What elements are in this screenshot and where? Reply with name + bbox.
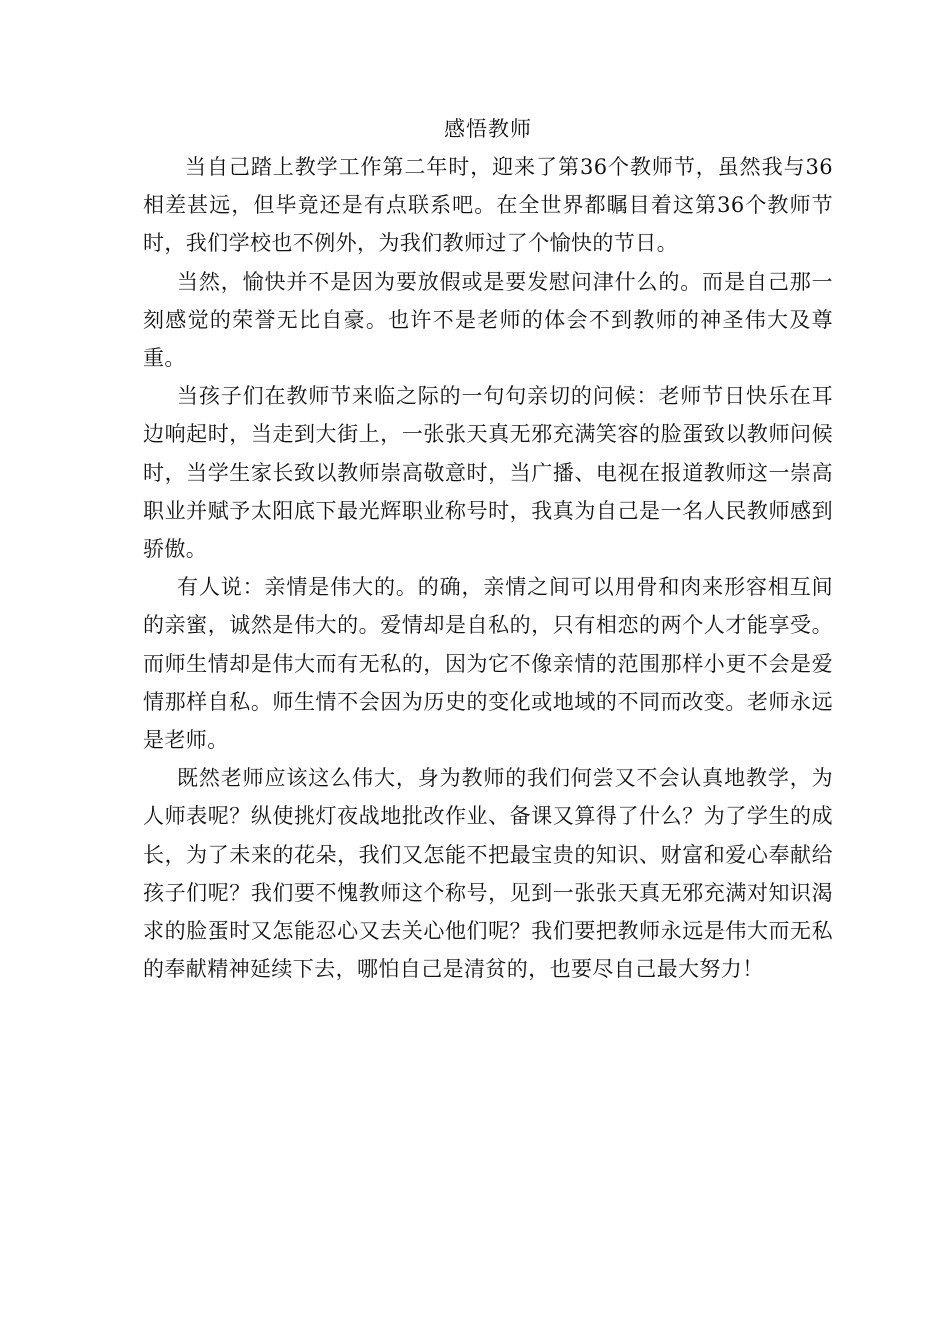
paragraph-5: 既然老师应该这么伟大，身为教师的我们何尝又不会认真地教学，为人师表呢？纵使挑灯夜战地批改作业、备课又算得了什么？为了学生的成长，为了未来的花朵，我们又怎能不把最宝贵的知识、财富和爱心奉献给孩子们呢？我们要不愧教师这个称号，见到一张张天真无邪充满对知识渴求的脸蛋时又怎能忍心又去关心他们呢？我们要把教师永远是伟大而无私的奉献精神延续下去，哪怕自己是清贫的，也要尽自己最大努力！: [143, 766, 833, 982]
document-title: 感悟教师: [444, 117, 532, 141]
paragraph-4: 有人说：亲情是伟大的。的确，亲情之间可以用骨和肉来形容相互间的亲蜜，诚然是伟大的。爱情却是自私的，只有相恋的两个人才能享受。而师生情却是伟大而有无私的，因为它不像亲情的范围那样小更不会是爱情那样自私。师生情不会因为历史的变化或地域的不同而改变。老师永远是老师。: [143, 575, 833, 753]
paragraph-1: 当自己踏上教学工作第二年时，迎来了第36个教师节，虽然我与36相差甚远，但毕竟还是有点联系吧。在全世界都瞩目着这第36个教师节时，我们学校也不例外，为我们教师过了个愉快的节日。: [143, 155, 833, 256]
paragraph-3: 当孩子们在教师节来临之际的一句句亲切的问候：老师节日快乐在耳边响起时，当走到大街上，一张张天真无邪充满笑容的脸蛋致以教师问候时，当学生家长致以教师崇高敬意时，当广播、电视在报道教师这一崇高职业并赋予太阳底下最光辉职业称号时，我真为自己是一名人民教师感到骄傲。: [143, 384, 833, 562]
document-body: [143, 110, 833, 988]
paragraph-2: 当然，愉快并不是因为要放假或是要发慰问津什么的。而是自己那一刻感觉的荣誉无比自豪。也许不是老师的体会不到教师的神圣伟大及尊重。: [143, 269, 833, 371]
